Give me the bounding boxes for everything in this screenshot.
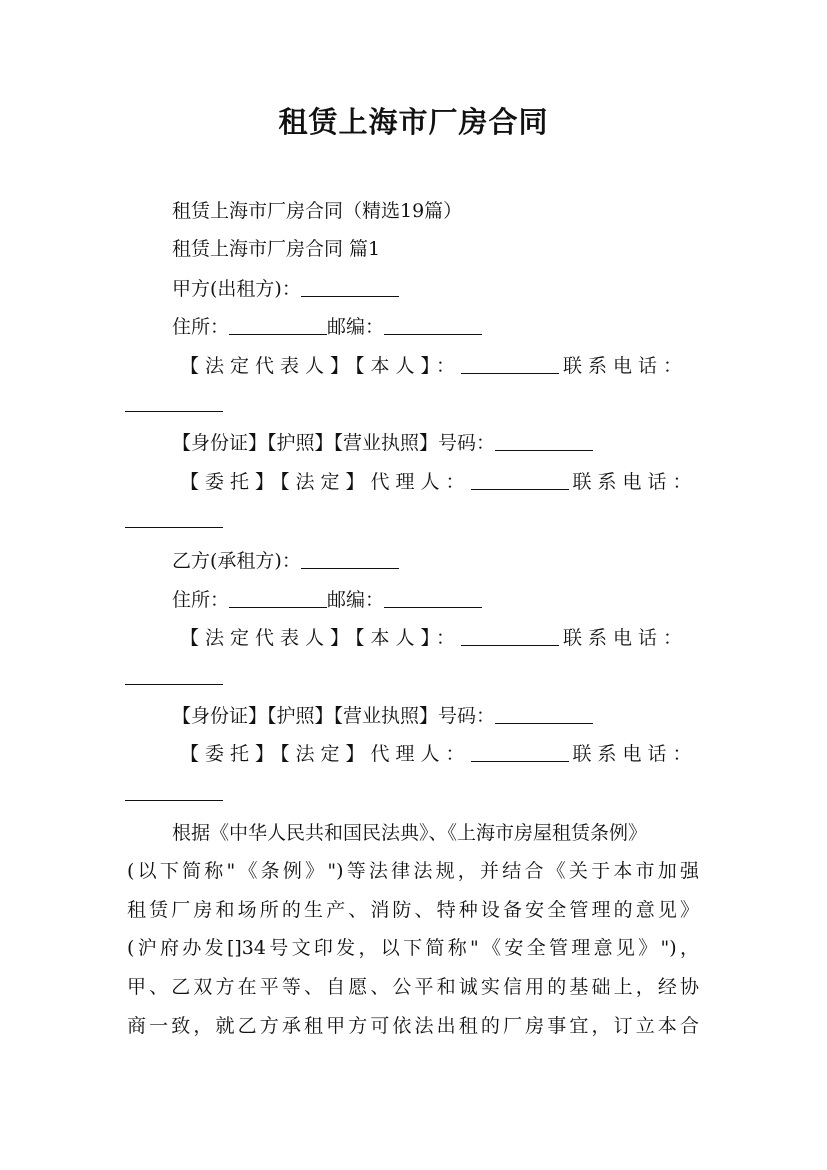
id-label: 【身份证】【护照】【营业执照】号码： xyxy=(172,705,496,727)
phone-blank xyxy=(125,509,223,528)
id-label: 【身份证】【护照】【营业执照】号码： xyxy=(172,432,496,454)
party-a-agent-phone-line xyxy=(125,507,223,533)
rep-label: 【法定代表人】【本人】： xyxy=(180,627,462,649)
party-a-agent-line xyxy=(180,469,698,495)
party-a-rep-phone-line xyxy=(125,391,223,417)
postcode-blank xyxy=(384,589,482,608)
party-b-rep-line xyxy=(180,625,688,651)
id-blank xyxy=(495,432,593,451)
body-line-2: (以下简称"《条例》")等法律法规，并结合《关于本市加强 xyxy=(127,860,699,882)
party-a-name-blank xyxy=(301,278,399,297)
phone-blank xyxy=(125,782,223,801)
document-title: 租赁上海市厂房合同 xyxy=(278,105,549,139)
body-line-5: 甲、乙双方在平等、自愿、公平和诚实信用的基础上，经协 xyxy=(127,976,699,998)
party-b-rep-phone-line xyxy=(125,664,223,690)
agent-blank xyxy=(471,743,569,762)
body-line-6: 商一致，就乙方承租甲方可依法出租的厂房事宜，订立本合 xyxy=(127,1015,699,1037)
agent-label: 【委托】【法定】代理人： xyxy=(180,471,471,493)
phone-blank xyxy=(125,393,223,412)
address-blank xyxy=(229,316,327,335)
agent-label: 【委托】【法定】代理人： xyxy=(180,743,471,765)
rep-blank xyxy=(461,355,559,374)
party-b-agent-line xyxy=(180,741,698,767)
phone-label: 联系电话： xyxy=(572,743,698,765)
body-line-1: 根据《中华人民共和国民法典》、《上海市房屋租赁条例》 xyxy=(172,822,648,844)
address-blank xyxy=(229,589,327,608)
party-b-line xyxy=(172,548,399,574)
document-subtitle: 租赁上海市厂房合同（精选19篇） xyxy=(172,200,463,222)
party-a-address-line xyxy=(172,314,482,340)
agent-blank xyxy=(471,471,569,490)
party-a-line xyxy=(172,276,399,302)
phone-label: 联系电话： xyxy=(563,627,689,649)
party-b-agent-phone-line xyxy=(125,780,223,806)
phone-label: 联系电话： xyxy=(572,471,698,493)
party-b-label: 乙方(承租方)： xyxy=(172,550,301,572)
id-blank xyxy=(495,705,593,724)
party-a-label: 甲方(出租方)： xyxy=(172,278,301,300)
postcode-blank xyxy=(384,316,482,335)
rep-label: 【法定代表人】【本人】： xyxy=(180,355,462,377)
party-b-id-line xyxy=(172,703,593,729)
party-b-name-blank xyxy=(301,550,399,569)
body-line-3: 租赁厂房和场所的生产、消防、特种设备安全管理的意见》 xyxy=(127,899,699,921)
section-heading: 租赁上海市厂房合同 篇1 xyxy=(172,238,381,260)
rep-blank xyxy=(461,627,559,646)
phone-label: 联系电话： xyxy=(563,355,689,377)
party-a-id-line xyxy=(172,430,593,456)
address-label: 住所： xyxy=(172,316,230,338)
party-a-rep-line xyxy=(180,353,688,379)
postcode-label: 邮编： xyxy=(327,589,385,611)
address-label: 住所： xyxy=(172,589,230,611)
body-line-4: (沪府办发[]34号文印发，以下简称"《安全管理意见》")， xyxy=(127,937,699,959)
phone-blank xyxy=(125,666,223,685)
party-b-address-line xyxy=(172,587,482,613)
postcode-label: 邮编： xyxy=(327,316,385,338)
